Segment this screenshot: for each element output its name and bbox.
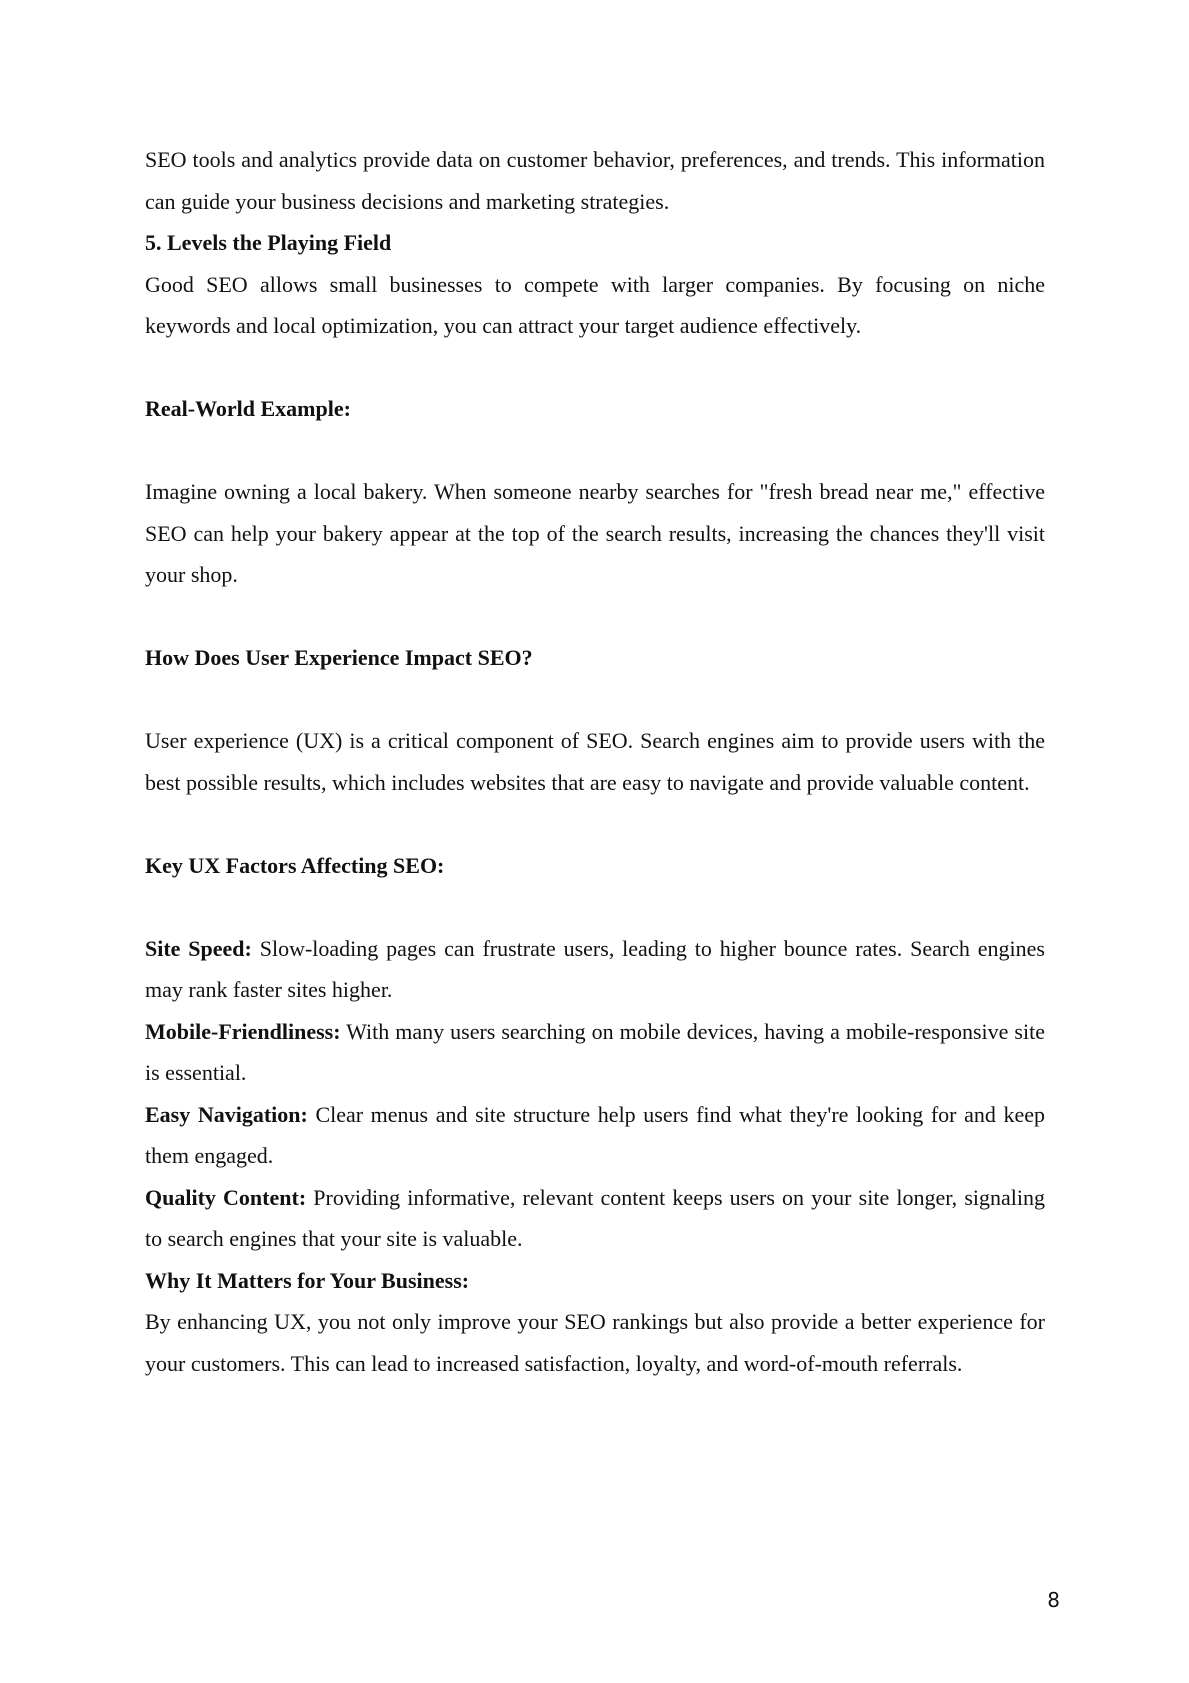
factor-quality-content xyxy=(145,1177,1045,1260)
paragraph-small-business: Good SEO allows small businesses to compete with larger companies. By focusing on niche keywords and local optimization, you can attract your target audience effectively. xyxy=(145,271,1045,338)
factor-text: With many users searching on mobile devices, having a mobile-responsive site is essential. xyxy=(145,1018,1045,1085)
factor-easy-navigation xyxy=(145,1094,1045,1177)
factor-site-speed xyxy=(145,928,1045,1011)
factor-text: Slow-loading pages can frustrate users, leading to higher bounce rates. Search engines may rank faster sites higher. xyxy=(145,935,1045,1002)
spacer xyxy=(145,347,1045,389)
page-content xyxy=(145,139,1045,1384)
heading-real-world-example: Real-World Example: xyxy=(145,396,351,421)
spacer xyxy=(145,679,1045,721)
paragraph-closing: By enhancing UX, you not only improve your SEO rankings but also provide a better experience for your customers. This can lead to increased satisfaction, loyalty, and word-of-mouth referrals. xyxy=(145,1309,1045,1376)
factor-label: Quality Content: xyxy=(145,1184,307,1210)
factor-label: Site Speed: xyxy=(145,935,252,961)
spacer xyxy=(145,886,1045,928)
spacer xyxy=(145,803,1045,845)
heading-levels-playing-field: 5. Levels the Playing Field xyxy=(145,230,392,255)
factor-mobile-friendliness xyxy=(145,1011,1045,1094)
spacer xyxy=(145,596,1045,638)
heading-ux-impact: How Does User Experience Impact SEO? xyxy=(145,645,533,670)
heading-why-it-matters: Why It Matters for Your Business: xyxy=(145,1267,470,1293)
factor-text: Clear menus and site structure help users find what they're looking for and keep them engaged. xyxy=(145,1101,1045,1168)
factor-label: Mobile-Friendliness: xyxy=(145,1018,341,1044)
heading-ux-factors: Key UX Factors Affecting SEO: xyxy=(145,852,445,878)
paragraph-analytics: SEO tools and analytics provide data on customer behavior, preferences, and trends. This information can guide your business decisions and marketing strategies. xyxy=(145,147,1045,214)
factor-text: Providing informative, relevant content keeps users on your site longer, signaling to search engines that your site is valuable. xyxy=(145,1184,1046,1251)
spacer xyxy=(145,430,1045,472)
paragraph-ux-intro: User experience (UX) is a critical component of SEO. Search engines aim to provide users with the best possible results, which includes websites that are easy to navigate and provide valuable content. xyxy=(145,728,1045,795)
factor-label: Easy Navigation: xyxy=(145,1101,308,1127)
page-number: 8 xyxy=(1047,1588,1060,1612)
paragraph-bakery-example: Imagine owning a local bakery. When someone nearby searches for "fresh bread near me," effective SEO can help your bakery appear at the top of the search results, increasing the chances they'll visit your shop. xyxy=(145,479,1045,587)
